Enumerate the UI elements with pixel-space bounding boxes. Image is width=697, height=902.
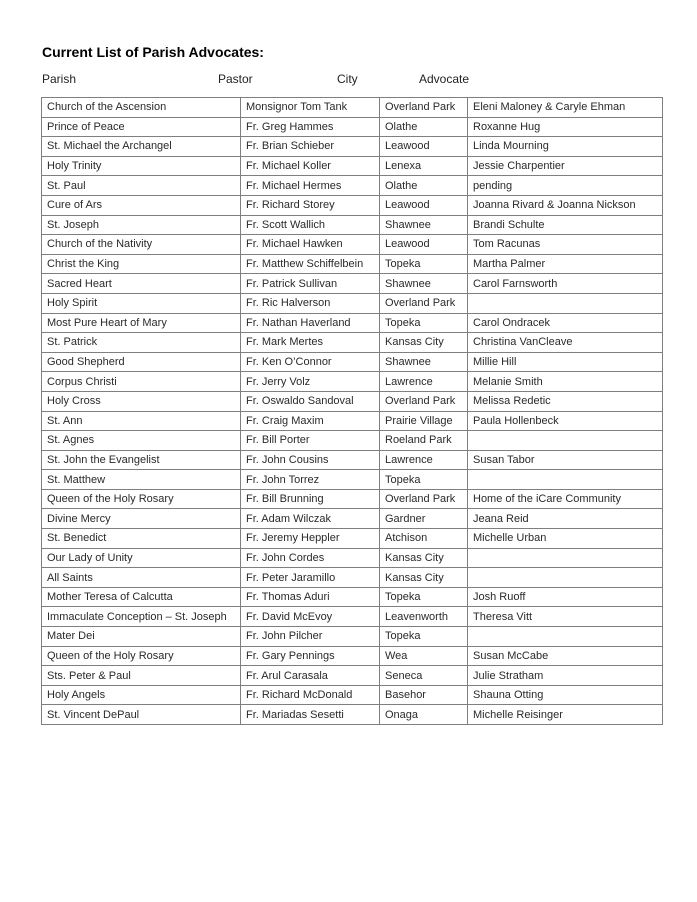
advocate-cell: Home of the iCare Community	[468, 489, 663, 509]
advocate-cell: Brandi Schulte	[468, 215, 663, 235]
pastor-cell: Fr. Craig Maxim	[241, 411, 380, 431]
parish-cell: Good Shepherd	[42, 352, 241, 372]
table-row	[42, 372, 663, 392]
city-cell: Gardner	[380, 509, 468, 529]
advocate-cell: Jeana Reid	[468, 509, 663, 529]
advocate-cell: Paula Hollenbeck	[468, 411, 663, 431]
advocate-cell: Michelle Urban	[468, 529, 663, 549]
city-cell: Prairie Village	[380, 411, 468, 431]
city-cell: Shawnee	[380, 352, 468, 372]
pastor-cell: Fr. Mark Mertes	[241, 333, 380, 353]
pastor-cell: Fr. Ric Halverson	[241, 293, 380, 313]
table-row	[42, 411, 663, 431]
advocate-cell: Theresa Vitt	[468, 607, 663, 627]
pastor-cell: Fr. John Cordes	[241, 548, 380, 568]
pastor-cell: Fr. Richard McDonald	[241, 685, 380, 705]
pastor-cell: Fr. Gary Pennings	[241, 646, 380, 666]
city-cell: Topeka	[380, 313, 468, 333]
table-row	[42, 705, 663, 725]
parish-cell: St. Ann	[42, 411, 241, 431]
advocate-cell: Susan Tabor	[468, 450, 663, 470]
pastor-cell: Fr. Patrick Sullivan	[241, 274, 380, 294]
table-row	[42, 137, 663, 157]
advocate-cell: Millie Hill	[468, 352, 663, 372]
advocate-cell: Joanna Rivard & Joanna Nickson	[468, 195, 663, 215]
advocate-cell: Shauna Otting	[468, 685, 663, 705]
pastor-cell: Fr. Jeremy Heppler	[241, 529, 380, 549]
pastor-cell: Fr. Brian Schieber	[241, 137, 380, 157]
parish-cell: St. John the Evangelist	[42, 450, 241, 470]
advocate-cell	[468, 470, 663, 490]
pastor-cell: Fr. Richard Storey	[241, 195, 380, 215]
parish-cell: Immaculate Conception – St. Joseph	[42, 607, 241, 627]
parish-advocates-table	[41, 97, 663, 725]
advocate-cell: Melanie Smith	[468, 372, 663, 392]
parish-cell: St. Matthew	[42, 470, 241, 490]
column-header-city: City	[337, 72, 358, 86]
pastor-cell: Fr. Nathan Haverland	[241, 313, 380, 333]
pastor-cell: Fr. David McEvoy	[241, 607, 380, 627]
parish-cell: St. Benedict	[42, 529, 241, 549]
column-header-advocate: Advocate	[419, 72, 470, 86]
advocate-cell: Michelle Reisinger	[468, 705, 663, 725]
advocate-cell: Josh Ruoff	[468, 587, 663, 607]
table-row	[42, 313, 663, 333]
table-row	[42, 450, 663, 470]
city-cell: Overland Park	[380, 98, 468, 118]
parish-cell: St. Paul	[42, 176, 241, 196]
table-row	[42, 235, 663, 255]
table-row	[42, 431, 663, 451]
advocate-cell: Carol Ondracek	[468, 313, 663, 333]
city-cell: Lenexa	[380, 156, 468, 176]
advocate-cell	[468, 568, 663, 588]
parish-cell: Queen of the Holy Rosary	[42, 646, 241, 666]
advocate-cell: Tom Racunas	[468, 235, 663, 255]
table-row	[42, 607, 663, 627]
pastor-cell: Monsignor Tom Tank	[241, 98, 380, 118]
parish-cell: Mother Teresa of Calcutta	[42, 587, 241, 607]
table-row	[42, 470, 663, 490]
page-title: Current List of Parish Advocates:	[42, 44, 264, 60]
column-header-pastor: Pastor	[218, 72, 253, 86]
pastor-cell: Fr. Mariadas Sesetti	[241, 705, 380, 725]
table-row	[42, 293, 663, 313]
city-cell: Overland Park	[380, 489, 468, 509]
parish-cell: Cure of Ars	[42, 195, 241, 215]
pastor-cell: Fr. John Cousins	[241, 450, 380, 470]
parish-cell: St. Agnes	[42, 431, 241, 451]
table-row	[42, 98, 663, 118]
pastor-cell: Fr. Ken O’Connor	[241, 352, 380, 372]
city-cell: Kansas City	[380, 568, 468, 588]
parish-cell: Mater Dei	[42, 627, 241, 647]
advocate-cell: Melissa Redetic	[468, 391, 663, 411]
city-cell: Onaga	[380, 705, 468, 725]
pastor-cell: Fr. Greg Hammes	[241, 117, 380, 137]
table-row	[42, 391, 663, 411]
city-cell: Leawood	[380, 195, 468, 215]
table-row	[42, 666, 663, 686]
city-cell: Leawood	[380, 235, 468, 255]
parish-cell: Holy Angels	[42, 685, 241, 705]
city-cell: Overland Park	[380, 391, 468, 411]
parish-cell: St. Patrick	[42, 333, 241, 353]
advocate-cell	[468, 293, 663, 313]
table-row	[42, 274, 663, 294]
pastor-cell: Fr. Michael Hermes	[241, 176, 380, 196]
table-row	[42, 548, 663, 568]
table-row	[42, 195, 663, 215]
parish-cell: Holy Spirit	[42, 293, 241, 313]
pastor-cell: Fr. Michael Koller	[241, 156, 380, 176]
table-row	[42, 685, 663, 705]
city-cell: Leawood	[380, 137, 468, 157]
advocate-cell: Roxanne Hug	[468, 117, 663, 137]
city-cell: Overland Park	[380, 293, 468, 313]
city-cell: Kansas City	[380, 333, 468, 353]
city-cell: Seneca	[380, 666, 468, 686]
table-row	[42, 587, 663, 607]
table-row	[42, 333, 663, 353]
parish-cell: Most Pure Heart of Mary	[42, 313, 241, 333]
table-row	[42, 176, 663, 196]
advocate-cell: Carol Farnsworth	[468, 274, 663, 294]
parish-cell: Holy Cross	[42, 391, 241, 411]
pastor-cell: Fr. Oswaldo Sandoval	[241, 391, 380, 411]
city-cell: Shawnee	[380, 215, 468, 235]
city-cell: Roeland Park	[380, 431, 468, 451]
table-body	[42, 98, 663, 725]
table-row	[42, 646, 663, 666]
parish-cell: Sacred Heart	[42, 274, 241, 294]
advocate-cell: Martha Palmer	[468, 254, 663, 274]
pastor-cell: Fr. John Pilcher	[241, 627, 380, 647]
table-row	[42, 489, 663, 509]
pastor-cell: Fr. Bill Brunning	[241, 489, 380, 509]
city-cell: Olathe	[380, 176, 468, 196]
advocate-cell	[468, 548, 663, 568]
parish-cell: Holy Trinity	[42, 156, 241, 176]
table-row	[42, 529, 663, 549]
parish-cell: All Saints	[42, 568, 241, 588]
city-cell: Leavenworth	[380, 607, 468, 627]
pastor-cell: Fr. Matthew Schiffelbein	[241, 254, 380, 274]
city-cell: Olathe	[380, 117, 468, 137]
city-cell: Lawrence	[380, 372, 468, 392]
city-cell: Topeka	[380, 254, 468, 274]
parish-cell: Our Lady of Unity	[42, 548, 241, 568]
table-row	[42, 117, 663, 137]
city-cell: Topeka	[380, 587, 468, 607]
city-cell: Basehor	[380, 685, 468, 705]
parish-cell: St. Joseph	[42, 215, 241, 235]
city-cell: Topeka	[380, 627, 468, 647]
pastor-cell: Fr. John Torrez	[241, 470, 380, 490]
table-row	[42, 509, 663, 529]
table-row	[42, 215, 663, 235]
city-cell: Atchison	[380, 529, 468, 549]
advocate-cell: pending	[468, 176, 663, 196]
table-row	[42, 627, 663, 647]
pastor-cell: Fr. Adam Wilczak	[241, 509, 380, 529]
parish-cell: Corpus Christi	[42, 372, 241, 392]
pastor-cell: Fr. Bill Porter	[241, 431, 380, 451]
parish-cell: Church of the Ascension	[42, 98, 241, 118]
city-cell: Lawrence	[380, 450, 468, 470]
advocate-cell: Christina VanCleave	[468, 333, 663, 353]
parish-cell: Queen of the Holy Rosary	[42, 489, 241, 509]
pastor-cell: Fr. Arul Carasala	[241, 666, 380, 686]
city-cell: Kansas City	[380, 548, 468, 568]
parish-cell: Prince of Peace	[42, 117, 241, 137]
parish-cell: Sts. Peter & Paul	[42, 666, 241, 686]
pastor-cell: Fr. Michael Hawken	[241, 235, 380, 255]
column-header-parish: Parish	[42, 72, 77, 86]
table-row	[42, 254, 663, 274]
table-row	[42, 352, 663, 372]
parish-cell: Divine Mercy	[42, 509, 241, 529]
advocate-cell: Eleni Maloney & Caryle Ehman	[468, 98, 663, 118]
city-cell: Shawnee	[380, 274, 468, 294]
city-cell: Topeka	[380, 470, 468, 490]
city-cell: Wea	[380, 646, 468, 666]
pastor-cell: Fr. Jerry Volz	[241, 372, 380, 392]
advocate-cell	[468, 431, 663, 451]
parish-cell: Christ the King	[42, 254, 241, 274]
advocate-cell: Linda Mourning	[468, 137, 663, 157]
table-row	[42, 156, 663, 176]
pastor-cell: Fr. Scott Wallich	[241, 215, 380, 235]
advocate-cell: Jessie Charpentier	[468, 156, 663, 176]
pastor-cell: Fr. Peter Jaramillo	[241, 568, 380, 588]
advocate-cell: Susan McCabe	[468, 646, 663, 666]
table-row	[42, 568, 663, 588]
pastor-cell: Fr. Thomas Aduri	[241, 587, 380, 607]
parish-cell: St. Michael the Archangel	[42, 137, 241, 157]
advocate-cell	[468, 627, 663, 647]
parish-cell: Church of the Nativity	[42, 235, 241, 255]
advocate-cell: Julie Stratham	[468, 666, 663, 686]
parish-cell: St. Vincent DePaul	[42, 705, 241, 725]
